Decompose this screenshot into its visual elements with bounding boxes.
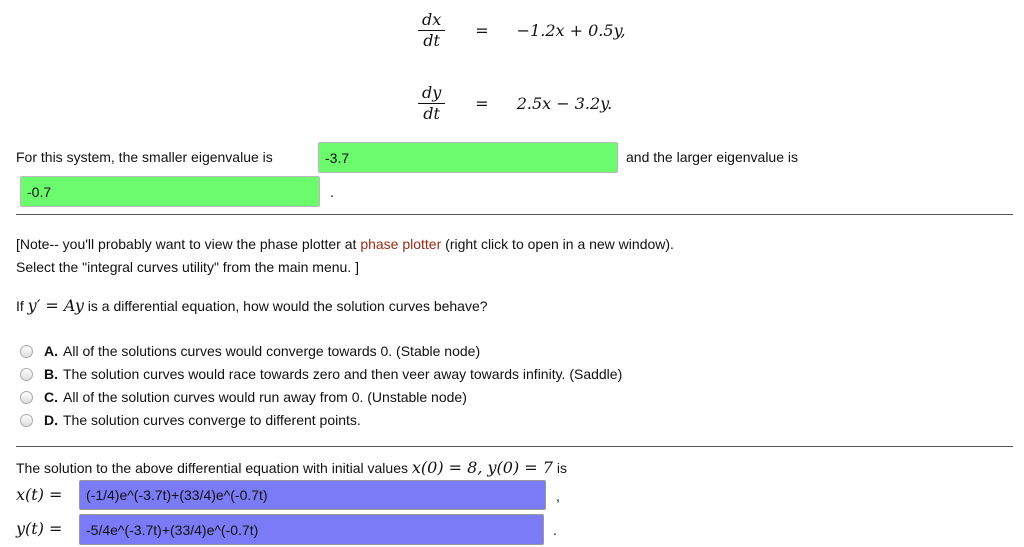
equation-dy-dt xyxy=(418,83,612,124)
fraction-numerator: dx xyxy=(422,10,442,29)
question-suffix: is a differential equation, how would the solution curves behave? xyxy=(83,298,488,314)
fraction-denominator: dt xyxy=(423,104,440,123)
option-a[interactable] xyxy=(20,343,480,359)
note-line-1 xyxy=(16,236,674,252)
smaller-eigenvalue-input[interactable] xyxy=(318,142,618,173)
note-text: (right click to open in a new window). xyxy=(441,236,674,252)
radio-button[interactable] xyxy=(20,414,33,427)
section-divider xyxy=(16,446,1013,447)
y-of-t-label: y(t) = xyxy=(16,519,63,538)
y-solution-after: . xyxy=(553,522,557,538)
radio-button[interactable] xyxy=(20,391,33,404)
question-prefix: If xyxy=(16,298,28,314)
option-text: All of the solutions curves would converge towards 0. (Stable node) xyxy=(63,343,481,359)
eigen-middle-text: and the larger eigenvalue is xyxy=(626,149,799,165)
larger-eigenvalue-value: -0.7 xyxy=(27,183,52,200)
x-solution-after: , xyxy=(556,488,560,504)
fraction-dy-dt xyxy=(418,83,445,124)
radio-button[interactable] xyxy=(20,368,33,381)
equation-rhs: 2.5x − 3.2y. xyxy=(516,94,613,113)
equals-sign: = xyxy=(475,94,489,113)
fraction-dx-dt xyxy=(418,10,445,51)
x-of-t-label: x(t) = xyxy=(16,485,63,504)
note-text: [Note-- you'll probably want to view the phase plotter at xyxy=(16,236,361,252)
equals-sign: = xyxy=(475,21,489,40)
solution-prefix: The solution to the above differential equation with initial values xyxy=(16,460,412,476)
option-c[interactable] xyxy=(20,389,467,405)
larger-eigenvalue-input[interactable] xyxy=(20,176,320,207)
question-math: y′ = Ay xyxy=(27,296,84,315)
note-line-2: Select the "integral curves utility" from the main menu. ] xyxy=(16,259,359,275)
y-solution-input[interactable] xyxy=(79,514,544,545)
eigen-suffix: . xyxy=(330,184,334,200)
section-divider xyxy=(16,214,1013,215)
eigen-prefix: For this system, the smaller eigenvalue is xyxy=(16,149,273,165)
option-d[interactable] xyxy=(20,412,361,428)
y-solution-value: -5/4e^(-3.7t)+(33/4)e^(-0.7t) xyxy=(86,521,259,538)
radio-button[interactable] xyxy=(20,345,33,358)
smaller-eigenvalue-value: -3.7 xyxy=(325,149,350,166)
x-solution-input[interactable] xyxy=(79,480,546,510)
equation-rhs: −1.2x + 0.5y, xyxy=(516,21,626,40)
solution-suffix: is xyxy=(552,460,567,476)
option-letter: A. xyxy=(44,343,58,359)
option-letter: B. xyxy=(44,366,58,382)
option-text: The solution curves converge to different points. xyxy=(63,412,361,428)
option-letter: C. xyxy=(44,389,58,405)
initial-values-math: x(0) = 8, y(0) = 7 xyxy=(411,458,553,477)
phase-plotter-link[interactable]: phase plotter xyxy=(360,236,442,252)
option-text: The solution curves would race towards zero and then veer away towards infinity. (Saddle) xyxy=(63,366,623,382)
option-b[interactable] xyxy=(20,366,622,382)
fraction-numerator: dy xyxy=(422,83,442,102)
option-text: All of the solution curves would run away from 0. (Unstable node) xyxy=(63,389,467,405)
solution-intro xyxy=(16,458,567,477)
equation-dx-dt xyxy=(418,10,626,51)
question-text xyxy=(16,296,488,315)
fraction-denominator: dt xyxy=(423,31,440,50)
x-solution-value: (-1/4)e^(-3.7t)+(33/4)e^(-0.7t) xyxy=(86,487,268,503)
option-letter: D. xyxy=(44,412,58,428)
